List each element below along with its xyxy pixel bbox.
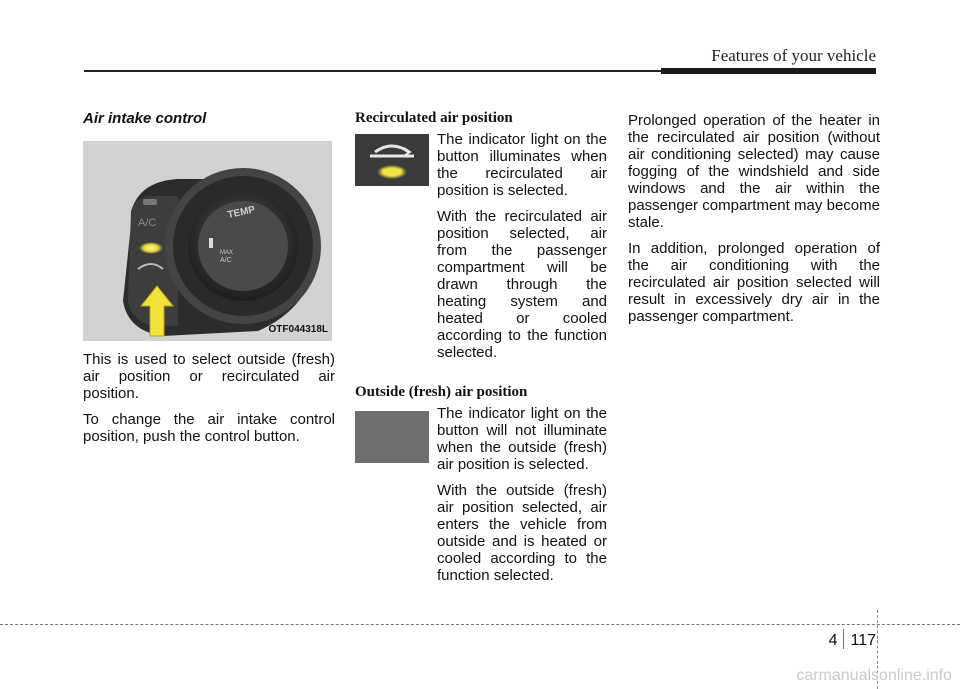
watermark: carmanualsonline.info	[796, 667, 952, 684]
paragraph: In addition, prolonged operation of the air conditioning with the recirculated air position selected will result in excessively dry air in the passenger compartment.	[628, 240, 880, 325]
outside-block	[355, 405, 607, 593]
outside-indicator-image	[355, 411, 429, 463]
paragraph: With the recirculated air position selected, air from the passenger compartment will be drawn through the heating system and heated or cooled according to the function selected.	[437, 208, 607, 361]
recirc-indicator-image	[355, 134, 429, 186]
paragraph: Prolonged operation of the heater in the recirculated air position (without air conditioning selected) may cause fogging of the windshield and side windows and the air within the passenger compartment may become stale.	[628, 112, 880, 231]
right-column	[628, 112, 880, 334]
climate-dial-illustration	[83, 141, 332, 341]
chapter-number: 4	[828, 632, 838, 649]
left-column	[83, 110, 335, 454]
recirc-indicator-icon	[355, 134, 429, 186]
recirc-block	[355, 131, 607, 370]
header-rule-accent	[661, 68, 876, 74]
section-title: Features of your vehicle	[711, 46, 876, 65]
ac-button-label: A/C	[138, 217, 157, 229]
climate-control-photo	[83, 141, 332, 341]
middle-column	[355, 110, 607, 593]
paragraph: This is used to select outside (fresh) air position or recirculated air position.	[83, 351, 335, 402]
paragraph: The indicator light on the button will not illuminate when the outside (fresh) air position is selected.	[437, 405, 607, 473]
page-number	[829, 629, 876, 650]
paragraph: With the outside (fresh) air position selected, air enters the vehicle from outside and is heated or cooled according to the function selected.	[437, 482, 607, 584]
indicator-light	[139, 242, 163, 254]
max-label: MAX	[220, 250, 234, 256]
footer-rule	[0, 624, 960, 625]
image-code: OTF044318L	[268, 324, 328, 335]
section-heading: Air intake control	[83, 110, 207, 127]
temp-label: TEMP	[226, 204, 257, 221]
page-number-value: 117	[850, 632, 876, 649]
recirc-heading: Recirculated air position	[355, 110, 513, 126]
paragraph: The indicator light on the button illuminates when the recirculated air position is selected.	[437, 131, 607, 199]
max-ac-label: A/C	[220, 257, 232, 264]
paragraph: To change the air intake control position, push the control button.	[83, 411, 335, 445]
outside-heading: Outside (fresh) air position	[355, 384, 528, 400]
